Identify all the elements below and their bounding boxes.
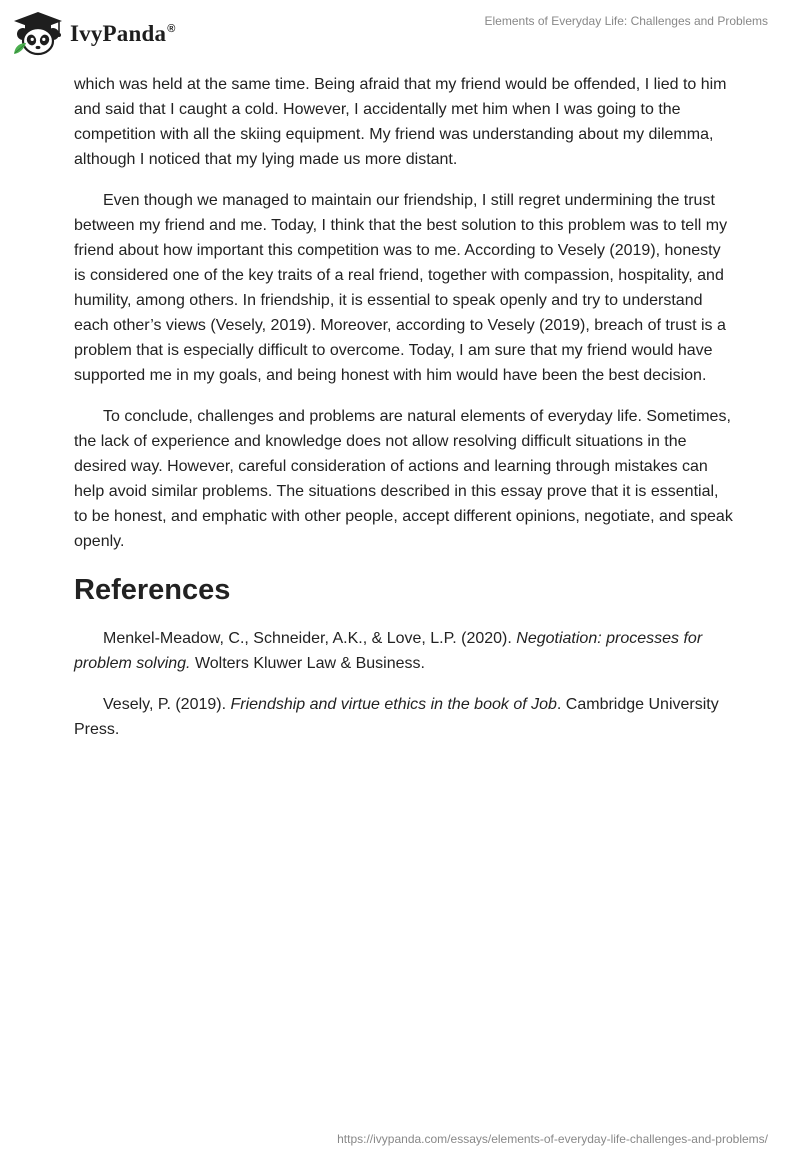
reference-entry <box>74 692 734 742</box>
reference-entry <box>74 626 734 676</box>
source-url-link[interactable]: https://ivypanda.com/essays/elements-of-everyday-life-challenges-and-problems/ <box>337 1132 768 1146</box>
reference-title: Friendship and virtue ethics in the book of Job <box>230 696 557 713</box>
reference-title: Negotiation: processes for problem solving. <box>74 630 703 672</box>
ivypanda-logo[interactable] <box>12 8 176 58</box>
body-paragraph-conclusion: To conclude, challenges and problems are natural elements of everyday life. Sometimes, the lack of experience and knowledge does not allow resolving difficult situations in the desired way. However, careful consideration of actions and learning through mistakes can help avoid similar problems. The situations described in this essay prove that it is essential, to be honest, and emphatic with other people, accept different opinions, negotiate, and speak openly. <box>74 408 733 550</box>
panda-graduation-cap-icon <box>12 10 64 56</box>
logo-name: IvyPanda <box>70 21 167 46</box>
reference-publisher: . Cambridge University Press. <box>74 696 719 738</box>
registered-mark: ® <box>167 23 176 36</box>
body-paragraph: Even though we managed to maintain our friendship, I still regret undermining the trust between my friend and me. Today, I think that the best solution to this problem was to tell my friend about how important this competition was to me. According to Vesely (2019), honesty is considered one of the key traits of a real friend, together with compassion, hospitality, and humility, among others. In friendship, it is essential to speak openly and try to understand each other’s views (Vesely, 2019). Moreover, according to Vesely (2019), breach of trust is a problem that is especially difficult to overcome. Today, I am sure that my friend would have supported me in my goals, and being honest with him would have been the best decision. <box>74 192 728 384</box>
reference-publisher: Wolters Kluwer Law & Business. <box>190 655 425 672</box>
reference-authors: Vesely, P. (2019). <box>103 696 231 713</box>
body-paragraph-continued: which was held at the same time. Being afraid that my friend would be offended, I lied to him and said that I caught a cold. However, I accidentally met him when I was going to the competition with all the skiing equipment. My friend was understanding about my dilemma, although I noticed that my lying made us more distant. <box>74 76 727 168</box>
reference-authors: Menkel-Meadow, C., Schneider, A.K., & Love, L.P. (2020). <box>103 630 517 647</box>
essay-content <box>74 72 734 758</box>
references-heading: References <box>74 574 231 606</box>
document-title: Elements of Everyday Life: Challenges and Problems <box>484 14 768 28</box>
logo-wordmark <box>70 21 176 47</box>
page-header <box>0 0 800 70</box>
